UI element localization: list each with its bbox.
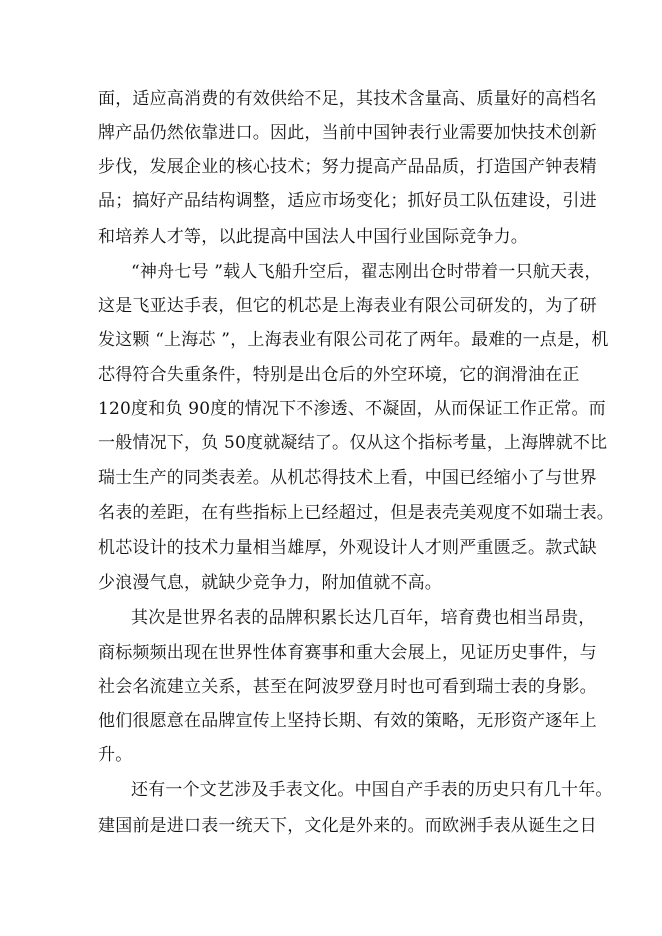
text-line: 和培养人才等，以此提高中国法人中国行业国际竞争力。 (98, 227, 528, 247)
paragraph-start-line: “神舟七号 ”载人飞船升空后，翟志刚出仓时带着一只航天表， (131, 262, 602, 282)
paragraph-start-line: 其次是世界名表的品牌积累长达几百年，培育费也相当昂贵， (131, 608, 596, 628)
text-line: 商标频频出现在世界性体育赛事和重大会展上，见证历史事件，与 (98, 643, 597, 663)
text-line: 他们很愿意在品牌宣传上坚持长期、有效的策略，无形资产逐年上 (98, 711, 597, 731)
text-line: 这是飞亚达手表，但它的机芯是上海表业有限公司研发的，为了研 (98, 296, 597, 316)
text-line: 少浪漫气息，就缺少竞争力，附加值就不高。 (98, 573, 442, 593)
text-line: 一般情况下，负 50度就凝结了。仅从这个指标考量，上海牌就不比 (98, 433, 608, 453)
text-line: 机芯设计的技术力量相当雄厚，外观设计人才则严重匮乏。款式缺 (98, 538, 597, 558)
text-line: 发这颗 “上海芯 ”，上海表业有限公司花了两年。最难的一点是，机 (98, 330, 609, 350)
text-line: 建国前是进口表一统天下，文化是外来的。而欧洲手表从诞生之日 (98, 816, 597, 836)
text-line: 瑞士生产的同类表差。从机芯得技术上看，中国已经缩小了与世界 (98, 468, 597, 488)
text-line: 120度和负 90度的情况下不渗透、不凝固，从而保证工作正常。而 (98, 399, 606, 419)
text-line: 社会名流建立关系，甚至在阿波罗登月时也可看到瑞士表的身影。 (98, 677, 597, 697)
text-line: 芯得符合失重条件，特别是出仓后的外空环境，它的润滑油在正 (98, 365, 580, 385)
paragraph-start-line: 还有一个文艺涉及手表文化。中国自产手表的历史只有几十年。 (131, 780, 613, 800)
text-line: 步伐，发展企业的核心技术；努力提高产品品质，打造国产钟表精 (98, 157, 597, 177)
text-line: 品；搞好产品结构调整，适应市场变化；抓好员工队伍建设，引进 (98, 191, 597, 211)
text-line: 面，适应高消费的有效供给不足，其技术含量高、质量好的高档名 (98, 89, 597, 109)
text-line: 升。 (98, 745, 133, 765)
text-line: 牌产品仍然依靠进口。因此，当前中国钟表行业需要加快技术创新 (98, 123, 597, 143)
text-line: 名表的差距，在有些指标上已经超过，但是表壳美观度不如瑞士表。 (98, 503, 614, 523)
